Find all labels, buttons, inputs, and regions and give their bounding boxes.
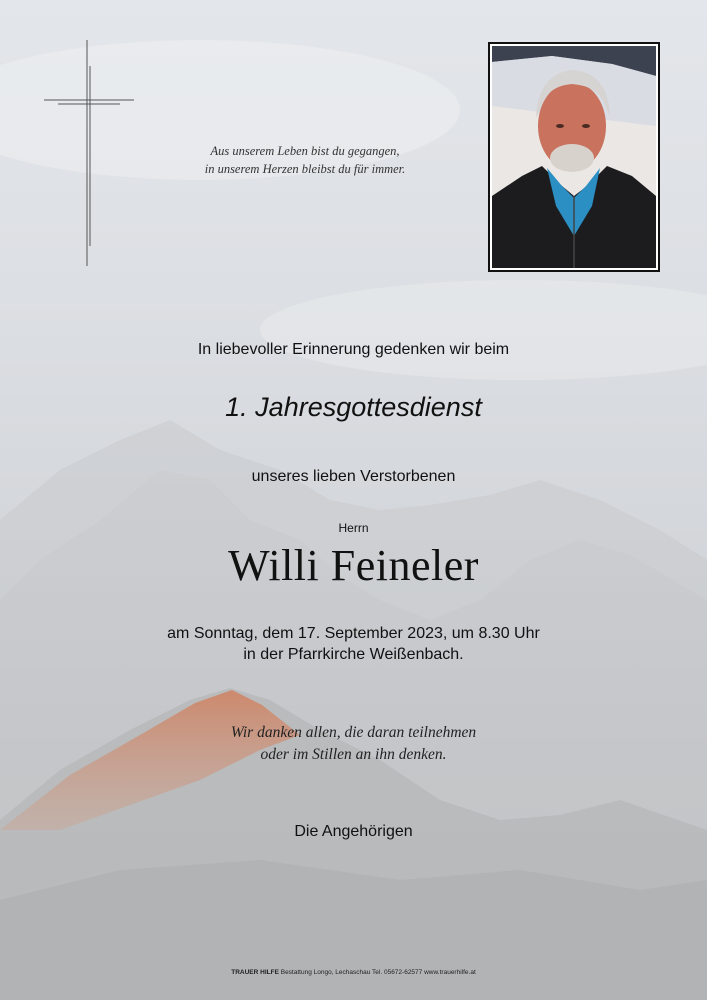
cross-icon xyxy=(40,38,140,270)
memorial-quote-line-1: Aus unserem Leben bist du gegangen, xyxy=(210,144,400,158)
service-details xyxy=(0,623,707,665)
thanks-line-1: Wir danken allen, die daran teilnehmen xyxy=(230,724,477,741)
footer-contact: Bestattung Longo, Lechaschau Tel. 05672-62577 www.trauerhilfe.at xyxy=(278,969,476,976)
memorial-quote-line-2: in unserem Herzen bleibst du für immer. xyxy=(204,162,406,176)
thanks-line-2: oder im Stillen an ihn denken. xyxy=(260,746,447,763)
deceased-name: Willi Feineler xyxy=(228,541,479,590)
deceased-label: unseres lieben Verstorbenen xyxy=(251,468,456,485)
portrait-photo xyxy=(492,46,656,268)
footer-brand: TRAUER HILFE xyxy=(231,969,279,976)
service-date: am Sonntag, dem 17. September 2023, um 8.30 Uhr xyxy=(167,625,540,642)
portrait-frame xyxy=(488,42,660,272)
honorific: Herrn xyxy=(338,521,369,535)
family-signature: Die Angehörigen xyxy=(294,823,413,840)
intro-text: In liebevoller Erinnerung gedenken wir beim xyxy=(197,341,510,358)
service-title: 1. Jahresgottesdienst xyxy=(225,392,482,422)
footer-credit xyxy=(0,969,707,976)
thanks-text xyxy=(0,722,707,766)
service-place: in der Pfarrkirche Weißenbach. xyxy=(243,646,464,663)
memorial-quote xyxy=(150,142,460,178)
